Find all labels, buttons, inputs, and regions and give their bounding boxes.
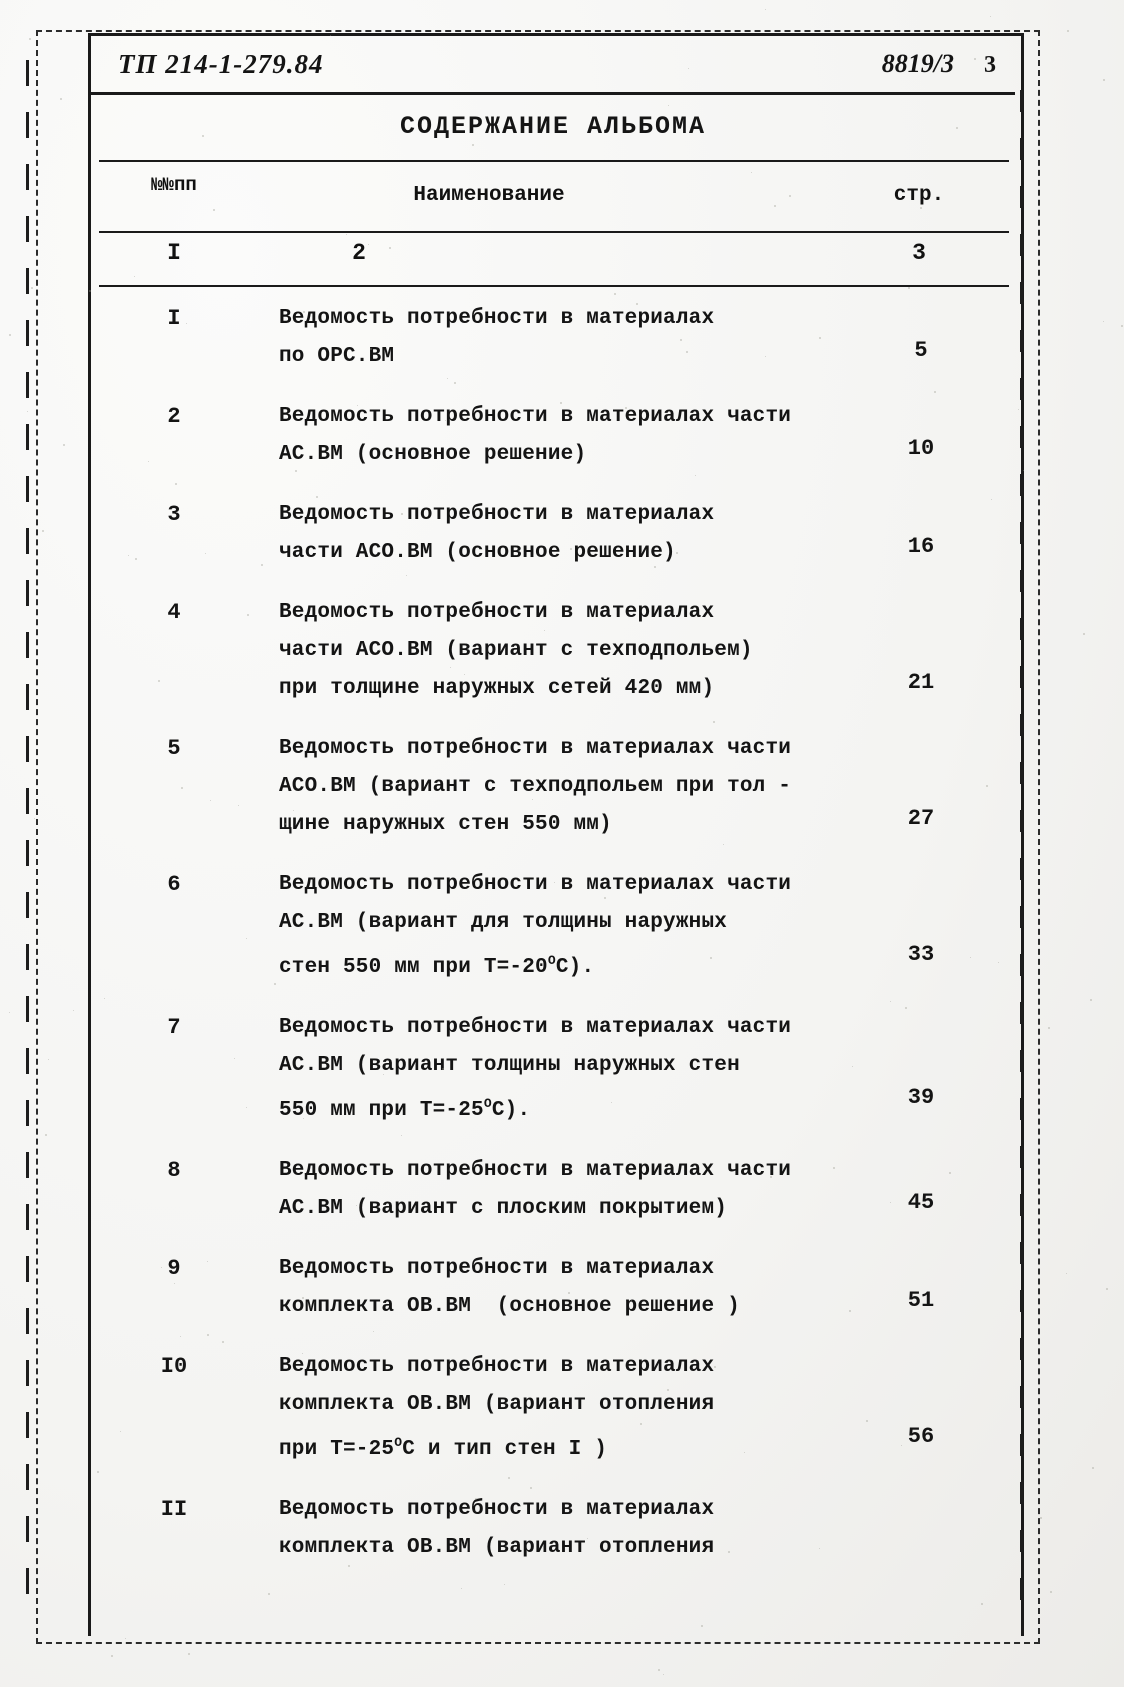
row-number: 3 xyxy=(167,502,181,527)
table-row[interactable] xyxy=(99,866,1009,987)
row-title: Ведомость потребности в материалах комплекта ОВ.ВМ (вариант отопления xyxy=(279,1498,715,1559)
row-page-number: 21 xyxy=(907,670,935,695)
page-title: СОДЕРЖАНИЕ АЛЬБОМА xyxy=(399,112,707,141)
table-row[interactable] xyxy=(99,496,1009,572)
table-row[interactable] xyxy=(99,1348,1009,1469)
page-number: 3 xyxy=(984,52,996,78)
row-number: I xyxy=(167,306,181,331)
row-page-number: 27 xyxy=(907,806,935,831)
row-title: Ведомость потребности в материалах по ОРС.ВМ xyxy=(279,307,715,368)
document-code: ТП 214-1-279.84 xyxy=(118,48,324,79)
contents-list xyxy=(99,300,1009,1589)
row-page-number: 51 xyxy=(907,1288,935,1313)
column-header-divider xyxy=(99,231,1009,233)
table-column-headers xyxy=(99,170,1009,228)
row-title: Ведомость потребности в материалах части АСО.ВМ (вариант с техподпольем) при толщине наружных сетей 420 мм) xyxy=(279,601,753,700)
row-title: Ведомость потребности в материалах комплекта ОВ.ВМ (основное решение ) xyxy=(279,1257,740,1318)
column-numbering-row xyxy=(99,240,1009,282)
column-index-3: 3 xyxy=(912,240,926,266)
row-page-number: 33 xyxy=(907,942,935,967)
left-margin-ticks xyxy=(22,60,36,1620)
row-page-number: 10 xyxy=(907,436,935,461)
table-row[interactable] xyxy=(99,398,1009,474)
column-numbering-divider xyxy=(99,285,1009,287)
row-number: 6 xyxy=(167,872,181,897)
row-number: 4 xyxy=(167,600,181,625)
table-row[interactable] xyxy=(99,1491,1009,1567)
header-right-group xyxy=(882,49,996,79)
right-margin-ticks xyxy=(1016,90,1030,1590)
row-page-number: 5 xyxy=(914,338,928,363)
title-divider xyxy=(99,160,1009,162)
column-header-name: Наименование xyxy=(413,184,565,207)
header-divider xyxy=(91,92,1015,95)
table-row[interactable] xyxy=(99,1152,1009,1228)
table-row[interactable] xyxy=(99,300,1009,376)
row-number: 5 xyxy=(167,736,181,761)
column-index-1: I xyxy=(167,240,181,266)
row-title: Ведомость потребности в материалах части АС.ВМ (вариант толщины наружных стен 550 мм при $Т=-25^ОС$). xyxy=(279,1016,792,1122)
row-title: Ведомость потребности в материалах части АС.ВМ (основное решение) xyxy=(279,405,792,466)
row-number: 2 xyxy=(167,404,181,429)
row-title: Ведомость потребности в материалах части АСО.ВМ (основное решение) xyxy=(279,503,715,564)
row-title: Ведомость потребности в материалах части АС.ВМ (вариант с плоским покрытием) xyxy=(279,1159,792,1220)
row-number: 8 xyxy=(167,1158,181,1183)
table-row[interactable] xyxy=(99,730,1009,844)
column-header-page: стр. xyxy=(893,184,945,207)
row-page-number: 39 xyxy=(907,1085,935,1110)
row-title: Ведомость потребности в материалах комплекта ОВ.ВМ (вариант отопления при $Т=-25^ОС$ и тип стен I ) xyxy=(279,1355,715,1461)
row-number: II xyxy=(160,1497,188,1522)
column-index-2: 2 xyxy=(352,240,366,266)
row-page-number: 16 xyxy=(907,534,935,559)
column-header-number: №№пп xyxy=(151,174,197,196)
table-row[interactable] xyxy=(99,594,1009,708)
table-row[interactable] xyxy=(99,1250,1009,1326)
document-header xyxy=(92,38,1014,90)
row-title: Ведомость потребности в материалах части АС.ВМ (вариант для толщины наружных стен 550 мм при $Т=-20^ОС$). xyxy=(279,873,792,979)
row-page-number: 56 xyxy=(907,1424,935,1449)
table-row[interactable] xyxy=(99,1009,1009,1130)
document-number: 8819/3 xyxy=(881,49,954,78)
row-title: Ведомость потребности в материалах части АСО.ВМ (вариант с техподпольем при тол - щине наружных стен 550 мм) xyxy=(279,737,792,836)
row-number: 9 xyxy=(167,1256,181,1281)
row-number: 7 xyxy=(167,1015,181,1040)
row-number: I0 xyxy=(160,1354,188,1379)
row-page-number: 45 xyxy=(907,1190,935,1215)
